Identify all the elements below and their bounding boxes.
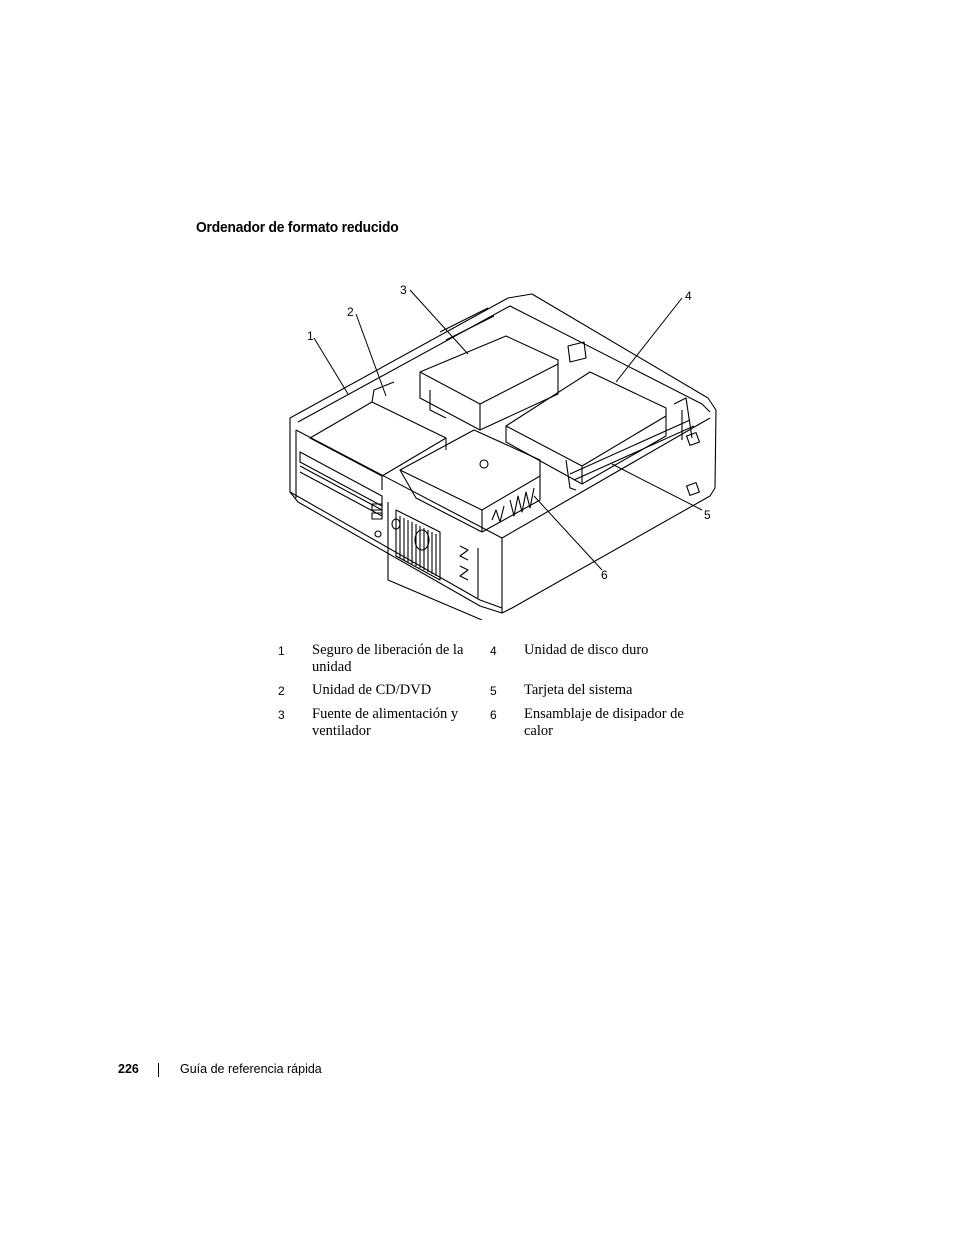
callout-4: 4	[685, 289, 692, 303]
callout-3: 3	[400, 283, 407, 297]
heat-sink	[400, 430, 540, 532]
callout-2: 2	[347, 305, 354, 319]
legend-number: 2	[278, 684, 285, 698]
callout-1: 1	[307, 329, 314, 343]
page-number: 226	[118, 1062, 139, 1076]
legend-label: Ensamblaje de disipador de calor	[524, 706, 684, 739]
front-bezel	[300, 452, 482, 620]
document-title: Guía de referencia rápida	[180, 1062, 322, 1076]
section-title: Ordenador de formato reducido	[196, 219, 399, 236]
legend-label: Unidad de CD/DVD	[312, 682, 432, 698]
legend-number: 6	[490, 708, 497, 722]
footer-divider	[158, 1063, 159, 1077]
chassis-outline	[290, 294, 716, 613]
legend-number: 4	[490, 644, 497, 658]
callout-leaders	[314, 290, 702, 570]
system-board	[570, 398, 694, 480]
legend-label: Tarjeta del sistema	[524, 682, 633, 698]
legend-label: Seguro de liberación de la unidad	[312, 642, 464, 675]
legend-number: 3	[278, 708, 285, 722]
hard-drive	[506, 372, 666, 490]
legend-label: Unidad de disco duro	[524, 642, 649, 658]
legend-row	[276, 706, 736, 740]
legend-number: 5	[490, 684, 497, 698]
legend-label: Fuente de alimentación y ventilador	[312, 706, 459, 739]
optical-drive	[310, 382, 446, 490]
legend-number: 1	[278, 644, 285, 658]
legend-row	[276, 642, 736, 676]
power-supply-fan	[420, 336, 558, 430]
callout-6: 6	[601, 568, 608, 582]
computer-interior-illustration	[270, 270, 730, 620]
legend-row	[276, 682, 736, 700]
callout-5: 5	[704, 508, 711, 522]
callout-legend-table	[276, 642, 736, 746]
